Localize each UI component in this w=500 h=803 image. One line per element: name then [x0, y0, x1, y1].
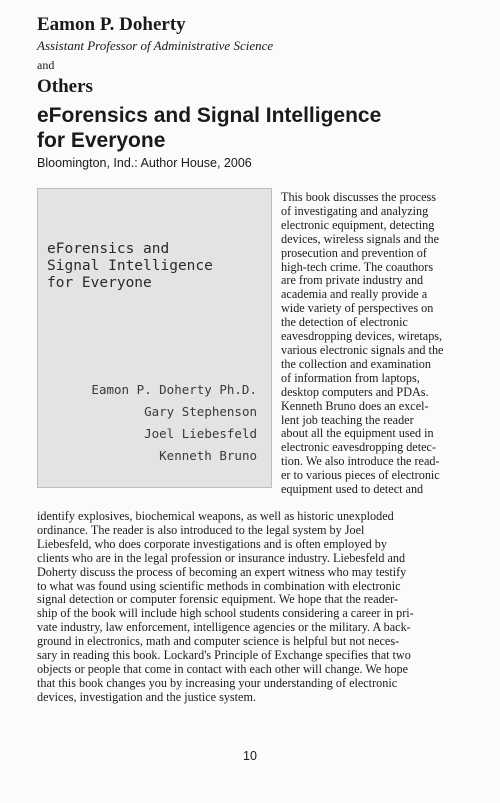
text-line: prosecution and prevention of [281, 245, 427, 260]
text-line: tion. We also introduce the read- [281, 454, 440, 469]
cover-author: Eamon P. Doherty Ph.D. [91, 382, 257, 397]
cover-title-line: Signal Intelligence [47, 258, 213, 274]
description-full-column [37, 510, 477, 705]
text-line: electronic eavesdropping detec- [281, 440, 436, 455]
text-line: This book discusses the process [281, 190, 437, 204]
text-line: devices, wireless signals and the [281, 231, 440, 246]
book-title [37, 103, 477, 153]
text-line: about all the equipment used in [281, 426, 434, 441]
text-line: to what was found using scientific methods in combination with electronic [37, 578, 401, 593]
description-side-column [281, 191, 477, 497]
author-name: Eamon P. Doherty [37, 14, 186, 35]
text-line: objects or people that come in contact with each other will change. We hope [37, 661, 409, 676]
text-line: ordinance. The reader is also introduced to the legal system by Joel [37, 522, 365, 537]
text-line: the detection of electronic [281, 315, 408, 330]
others-heading: Others [37, 76, 93, 97]
text-line: clients who are in the legal profession or insurance industry. Liebesfeld and [37, 550, 406, 565]
cover-title [47, 241, 213, 292]
text-line: high-tech crime. The coauthors [281, 259, 434, 274]
author-title: Assistant Professor of Administrative Science [37, 38, 274, 53]
text-line: er to various pieces of electronic [281, 468, 440, 483]
text-line: equipment used to detect and [281, 482, 424, 497]
cover-author: Kenneth Bruno [159, 448, 257, 463]
text-line: desktop computers and PDAs. [281, 384, 429, 399]
text-line: devices, investigation and the justice system. [37, 689, 256, 704]
text-line: wide variety of perspectives on [281, 301, 434, 316]
text-line: Liebesfeld, who does corporate investigations and is often employed by [37, 536, 387, 551]
page-number: 10 [243, 749, 257, 763]
text-line: that this book changes you by increasing your understanding of electronic [37, 675, 398, 690]
text-line: identify explosives, biochemical weapons, as well as historic unexploded [37, 509, 394, 523]
text-line: ground in electronics, math and computer science is helpful but not neces- [37, 634, 400, 649]
text-line: academia and really provide a [281, 287, 428, 302]
cover-title-line: eForensics and [47, 241, 170, 257]
cover-authors [91, 379, 257, 467]
book-title-line: eForensics and Signal Intelligence [37, 104, 382, 127]
text-line: lent job teaching the reader [281, 412, 414, 427]
text-line: are from private industry and [281, 273, 424, 288]
text-line: sary in reading this book. Lockard's Principle of Exchange specifies that two [37, 648, 411, 663]
text-line: various electronic signals and the [281, 342, 444, 357]
text-line: of information from laptops, [281, 370, 420, 385]
and-text: and [37, 58, 55, 72]
text-line: Kenneth Bruno does an excel- [281, 398, 429, 413]
text-line: eavesdropping devices, wiretaps, [281, 329, 443, 344]
cover-title-line: for Everyone [47, 275, 152, 291]
text-line: electronic equipment, detecting [281, 217, 435, 232]
publisher-info: Bloomington, Ind.: Author House, 2006 [37, 156, 252, 170]
text-line: of investigating and analyzing [281, 203, 429, 218]
text-line: ship of the book will include high school students considering a career in pri- [37, 606, 414, 621]
text-line: vate industry, law enforcement, intelligence agencies or the military. A back- [37, 620, 411, 635]
book-cover-image [37, 188, 272, 488]
cover-author: Joel Liebesfeld [144, 426, 257, 441]
cover-author: Gary Stephenson [144, 404, 257, 419]
text-line: the collection and examination [281, 356, 431, 371]
text-line: Doherty discuss the process of becoming an expert witness who may testify [37, 564, 407, 579]
text-line: signal detection or computer forensic equipment. We hope that the reader- [37, 592, 398, 607]
book-title-line: for Everyone [37, 129, 166, 152]
